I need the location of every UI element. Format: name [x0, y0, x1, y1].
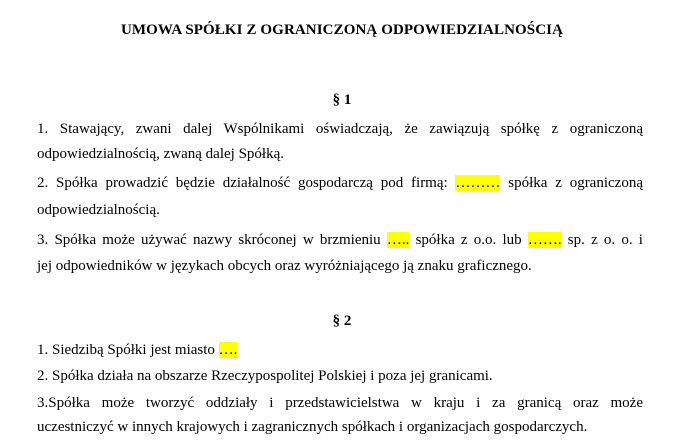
section-2-paragraph-1 — [37, 341, 643, 359]
text-segment: 3. Spółka może używać nazwy skróconej w brzmieniu — [37, 232, 387, 248]
section-1-heading: § 1 — [332, 92, 352, 108]
section-1-paragraph-2-line-1 — [37, 174, 643, 192]
placeholder-city: …. — [218, 342, 238, 358]
placeholder-short-name-1: ….. — [386, 232, 410, 248]
section-1-paragraph-3-line-2: jej odpowiedników w językach obcych oraz wyróżniającego ją znaku graficznego. — [37, 258, 532, 274]
text-segment: spółka z o.o. lub — [409, 232, 528, 248]
section-2-paragraph-3-line-2: uczestniczyć w innych krajowych i zagranicznych spółkach i organizacjach gospodarczych. — [37, 419, 588, 435]
text-segment: spółka z ograniczoną — [500, 175, 643, 191]
text-segment: sp. z o. o. i — [561, 232, 643, 248]
section-2-paragraph-3-line-1: 3.Spółka może tworzyć oddziały i przedstawicielstwa w kraju i za granicą oraz może — [37, 395, 643, 411]
section-1-paragraph-2-line-2: odpowiedzialnością. — [37, 202, 160, 218]
text-segment: 1. Siedzibą Spółki jest miasto — [37, 342, 219, 358]
section-2-paragraph-2: 2. Spółka działa na obszarze Rzeczypospolitej Polskiej i poza jej granicami. — [37, 368, 493, 384]
section-1-paragraph-1-line-1: 1. Stawający, zwani dalej Wspólnikami oświadczają, że zawiązują spółkę z ograniczoną — [37, 121, 643, 137]
section-2-heading: § 2 — [332, 313, 352, 329]
text-segment: 2. Spółka prowadzić będzie działalność gospodarczą pod firmą: — [37, 175, 456, 191]
document-title: UMOWA SPÓŁKI Z OGRANICZONĄ ODPOWIEDZIALNOŚCIĄ — [120, 22, 564, 38]
placeholder-short-name-2: ……. — [527, 232, 562, 248]
section-1-paragraph-3-line-1 — [37, 231, 643, 249]
section-1-paragraph-1-line-2: odpowiedzialnością, zwaną dalej Spółką. — [37, 146, 285, 162]
placeholder-company-name: ……… — [455, 175, 501, 191]
